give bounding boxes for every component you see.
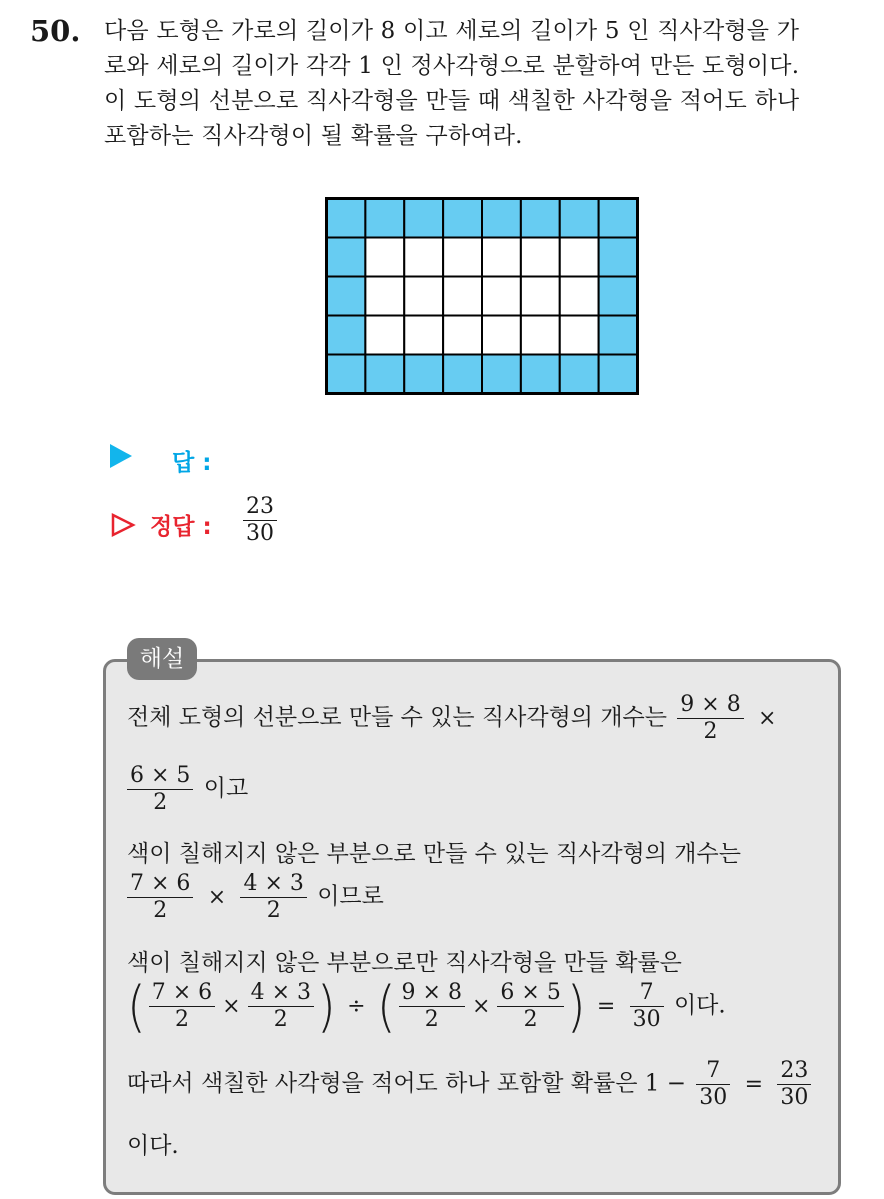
unshaded-cell [404, 277, 443, 316]
shaded-cell [599, 277, 638, 316]
left-paren: ( [376, 974, 396, 1039]
shaded-cell [599, 238, 638, 277]
shaded-cell [482, 199, 521, 238]
fraction-denominator: 2 [266, 898, 281, 923]
problem-line-1: 다음 도형은 가로의 길이가 8 이고 세로의 길이가 5 인 직사각형을 가 [104, 18, 800, 44]
right-paren: ) [566, 974, 586, 1039]
answer-row [110, 444, 212, 476]
fraction-denominator: 2 [523, 1007, 538, 1032]
shaded-cell [560, 199, 599, 238]
correct-answer-row [110, 508, 212, 541]
unshaded-cell [404, 238, 443, 277]
unshaded-cell [482, 316, 521, 355]
shaded-cell [404, 355, 443, 394]
solution-text: 색이 칠해지지 않은 부분으로 만들 수 있는 직사각형의 개수는 [127, 841, 741, 867]
operator: × [758, 705, 777, 731]
problem-line-2: 로와 세로의 길이가 각각 1 인 정사각형으로 분할하여 만든 도형이다. [104, 53, 800, 79]
solution-line-4 [127, 871, 384, 924]
play-triangle-icon [110, 444, 132, 468]
operator: × [207, 884, 227, 910]
unshaded-cell [560, 277, 599, 316]
fraction-numerator: 23 [780, 1058, 809, 1083]
equals-sign: = [596, 993, 616, 1019]
solution-text: 색이 칠해지지 않은 부분으로만 직사각형을 만들 확률은 [127, 950, 682, 976]
solution-line-3 [127, 835, 741, 868]
unshaded-cell [365, 277, 404, 316]
solution-text: 이다. [127, 1133, 179, 1159]
fraction-denominator: 2 [174, 1007, 189, 1032]
unshaded-cell [521, 277, 560, 316]
shaded-cell [443, 199, 482, 238]
shaded-cell [404, 199, 443, 238]
shaded-cell [599, 316, 638, 355]
shaded-cell [521, 199, 560, 238]
left-paren: ( [127, 974, 146, 1039]
fraction-numerator: 7 × 6 [151, 980, 213, 1005]
shaded-cell [365, 355, 404, 394]
solution-line-7 [127, 1058, 814, 1111]
fraction-numerator: 6 × 5 [500, 980, 561, 1005]
problem-number: 50. [30, 14, 81, 48]
unshaded-cell [560, 316, 599, 355]
problem-text [104, 14, 864, 154]
solution-line-5 [127, 944, 682, 977]
fraction-numerator: 7 [639, 980, 654, 1005]
fraction-numerator: 4 × 3 [250, 980, 312, 1005]
shaded-cell [521, 355, 560, 394]
correct-answer-numerator: 23 [246, 494, 274, 519]
operator: × [471, 993, 491, 1019]
fraction-denominator: 2 [273, 1007, 288, 1032]
unshaded-cell [482, 277, 521, 316]
shaded-cell [599, 355, 638, 394]
outline-triangle-icon [110, 512, 136, 538]
unshaded-cell [365, 238, 404, 277]
correct-answer-label: 정답 : [150, 514, 212, 540]
shaded-cell [560, 355, 599, 394]
shaded-cell [327, 316, 366, 355]
solution-line-1 [127, 692, 780, 745]
unshaded-cell [482, 238, 521, 277]
fraction-denominator: 2 [153, 790, 168, 815]
shaded-cell [482, 355, 521, 394]
unshaded-cell [365, 316, 404, 355]
unshaded-cell [443, 277, 482, 316]
solution-text: 전체 도형의 선분으로 만들 수 있는 직사각형의 개수는 [127, 704, 667, 731]
fraction-numerator: 6 × 5 [130, 763, 191, 788]
shaded-cell [327, 199, 366, 238]
fraction-denominator: 30 [699, 1085, 728, 1110]
problem-line-3: 이 도형의 선분으로 직사각형을 만들 때 색칠한 사각형을 적어도 하나 [104, 88, 800, 114]
right-paren: ) [317, 974, 336, 1039]
correct-answer-denominator: 30 [246, 521, 274, 546]
unshaded-cell [521, 316, 560, 355]
answer-label: 답 : [172, 450, 212, 476]
fraction-numerator: 4 × 3 [243, 871, 304, 896]
solution-text: 이다. [673, 992, 726, 1019]
fraction-denominator: 2 [153, 898, 168, 923]
solution-text: 이고 [203, 775, 249, 802]
unshaded-cell [521, 238, 560, 277]
fraction-denominator: 30 [780, 1085, 809, 1110]
shaded-cell [365, 199, 404, 238]
grid-figure [325, 197, 639, 395]
fraction-numerator: 7 × 6 [130, 871, 191, 896]
operator: × [222, 993, 241, 1019]
fraction-denominator: 2 [703, 719, 718, 744]
fraction-numerator: 9 × 8 [680, 692, 741, 717]
shaded-cell [327, 238, 366, 277]
problem-line-4: 포함하는 직사각형이 될 확률을 구하여라. [104, 123, 523, 149]
shaded-cell [443, 355, 482, 394]
unshaded-cell [560, 238, 599, 277]
fraction-denominator: 30 [632, 1007, 661, 1032]
solution-text: 이므로 [317, 883, 384, 910]
solution-line-8 [127, 1127, 179, 1160]
solution-text: 따라서 색칠한 사각형을 적어도 하나 포함할 확률은 1 − [127, 1070, 686, 1097]
solution-tag: 해설 [127, 638, 197, 680]
solution-line-2 [127, 763, 248, 816]
fraction-numerator: 9 × 8 [401, 980, 462, 1005]
fraction-numerator: 7 [706, 1058, 721, 1083]
fraction-denominator: 2 [424, 1007, 439, 1032]
operator: ÷ [347, 993, 366, 1019]
shaded-cell [599, 199, 638, 238]
unshaded-cell [443, 238, 482, 277]
equals-sign: = [744, 1071, 764, 1097]
unshaded-cell [443, 316, 482, 355]
shaded-cell [327, 277, 366, 316]
unshaded-cell [404, 316, 443, 355]
correct-answer-value [240, 494, 280, 547]
solution-line-6 [127, 974, 726, 1039]
shaded-cell [327, 355, 366, 394]
